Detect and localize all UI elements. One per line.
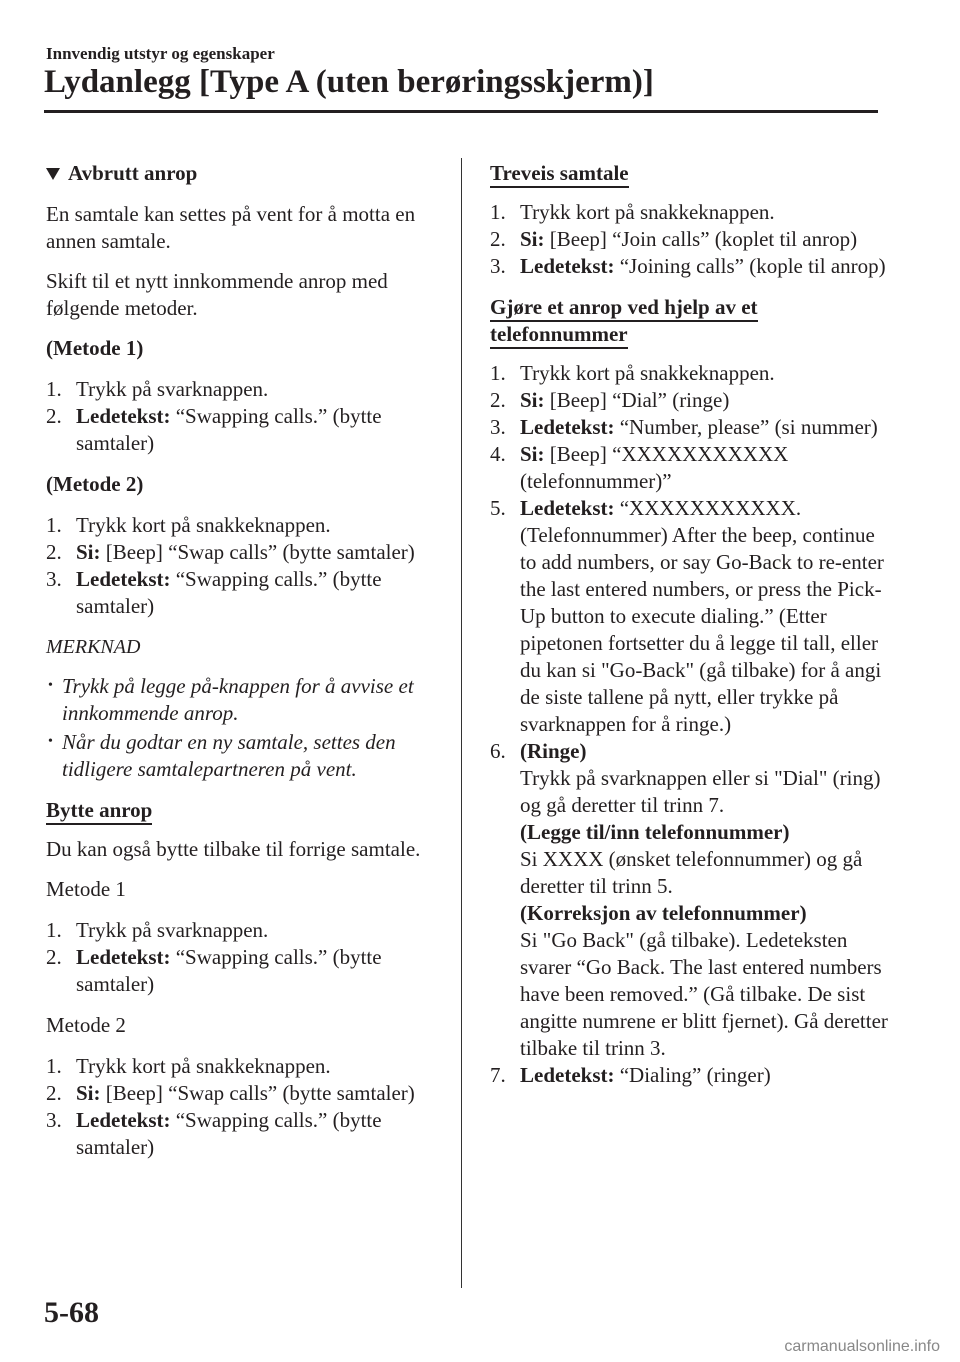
page-number: 5-68: [44, 1296, 99, 1329]
method-2-title: (Metode 2): [46, 472, 144, 496]
list-item: 3. Ledetekst: “Joining calls” (kople til anrop): [490, 254, 886, 278]
list-item: 2. Si: [Beep] “Dial” (ringe): [490, 388, 730, 412]
list-item: 2. Ledetekst: “Swapping calls.” (bytte samtaler): [46, 945, 382, 996]
list-item: 1. Trykk på svarknappen.: [46, 918, 269, 942]
list-item: 3. Ledetekst: “Swapping calls.” (bytte samtaler): [46, 567, 382, 618]
header-section: Innvendig utstyr og egenskaper: [46, 44, 275, 63]
method-1-list: [46, 376, 436, 457]
left-column: [46, 160, 436, 1175]
correction-title: (Korreksjon av telefonnummer): [520, 901, 807, 925]
list-item: 4. Si: [Beep] “XXXXXXXXXXX (telefonnummer)”: [490, 442, 789, 493]
list-item: 7. Ledetekst: “Dialing” (ringer): [490, 1063, 771, 1087]
add-number-text: Si XXXX (ønsket telefonnummer) og gå deretter til trinn 5.: [520, 847, 863, 898]
swap-intro: Du kan også bytte tilbake til forrige samtale.: [46, 837, 421, 861]
list-item: 2. Ledetekst: “Swapping calls.” (bytte samtaler): [46, 404, 382, 455]
intro-paragraph-2: Skift til et nytt innkommende anrop med følgende metoder.: [46, 269, 388, 320]
list-item-6: 6. (Ringe) Trykk på svarknappen eller si "Dial" (ring) og gå deretter til trinn 7. (Legge til/inn telefonnummer) Si XXXX (ønsket telefonnummer) og gå deretter til trinn 5. (Korreksjon av telefonnummer) Si "Go Back" (gå tilbake). Ledeteksten svarer “Go Back. The last entered numbers have been removed.” (Gå tilbake. De sist angitte numrene er blitt fjernet). Gå deretter tilbake til trinn 3.: [490, 738, 890, 1062]
add-number-title: (Legge til/inn telefonnummer): [520, 820, 790, 844]
heading-bytte-anrop: Bytte anrop: [46, 797, 436, 824]
heading-treveis-samtale: Treveis samtale: [490, 160, 890, 187]
list-item: 1. Trykk kort på snakkeknappen.: [46, 1054, 331, 1078]
three-way-list: [490, 199, 890, 280]
list-item: 2. Si: [Beep] “Swap calls” (bytte samtaler): [46, 1081, 415, 1105]
list-item: 1. Trykk på svarknappen.: [46, 377, 269, 401]
list-item: 1. Trykk kort på snakkeknappen.: [490, 361, 775, 385]
page-title: Lydanlegg [Type A (uten berøringsskjerm)]: [44, 64, 654, 100]
swap-method-2-title: Metode 2: [46, 1013, 126, 1037]
list-item: 1. Trykk kort på snakkeknappen.: [46, 513, 331, 537]
list-item: 2. Si: [Beep] “Join calls” (koplet til anrop): [490, 227, 858, 251]
method-1-title: (Metode 1): [46, 336, 144, 360]
ring-title: (Ringe): [520, 739, 587, 763]
list-item: 2. Si: [Beep] “Swap calls” (bytte samtaler): [46, 540, 415, 564]
ring-text: Trykk på svarknappen eller si "Dial" (ring) og gå deretter til trinn 7.: [520, 766, 881, 817]
correction-text: Si "Go Back" (gå tilbake). Ledeteksten svarer “Go Back. The last entered numbers have been removed.” (Gå tilbake. De sist angitte numrene er blitt fjernet). Gå deretter tilbake til trinn 3.: [520, 928, 888, 1060]
list-item: 1. Trykk kort på snakkeknappen.: [490, 200, 775, 224]
list-item: 5. Ledetekst: “XXXXXXXXXXX. (Telefonnummer) After the beep, continue to add numbers, or say Go-Back to re-enter the last entered numbers, or press the Pick-Up button to execute dialing.” (Etter pipetonen fortsetter du å legge til tall, eller du kan si "Go-Back" (gå tilbake) for å angi de siste tallene på nytt, eller trykke på svarknappen for å ringe.): [490, 496, 884, 736]
swap-method-1-list: [46, 917, 436, 998]
column-divider: [461, 158, 462, 1288]
note-list: [46, 673, 436, 783]
intro-paragraph-1: En samtale kan settes på vent for å motta en annen samtale.: [46, 202, 416, 253]
dial-list: [490, 360, 890, 1089]
triangle-down-icon: [46, 168, 60, 180]
method-2-list: [46, 512, 436, 620]
note-title: MERKNAD: [46, 636, 141, 658]
list-item: 3. Ledetekst: “Swapping calls.” (bytte samtaler): [46, 1108, 382, 1159]
swap-method-2-list: [46, 1053, 436, 1161]
right-column: [490, 160, 890, 1103]
heading-gjore-anrop: Gjøre et anrop ved hjelp av et telefonnummer: [490, 294, 890, 348]
note-item: • Trykk på legge på-knappen for å avvise et innkommende anrop.: [46, 673, 436, 727]
watermark: carmanualsonline.info: [784, 1338, 940, 1355]
heading-avbrutt-anrop: Avbrutt anrop: [46, 160, 436, 187]
header-rule: [44, 110, 878, 113]
note-item: • Når du godtar en ny samtale, settes den tidligere samtalepartneren på vent.: [46, 729, 436, 783]
swap-method-1-title: Metode 1: [46, 877, 126, 901]
list-item: 3. Ledetekst: “Number, please” (si nummer): [490, 415, 878, 439]
